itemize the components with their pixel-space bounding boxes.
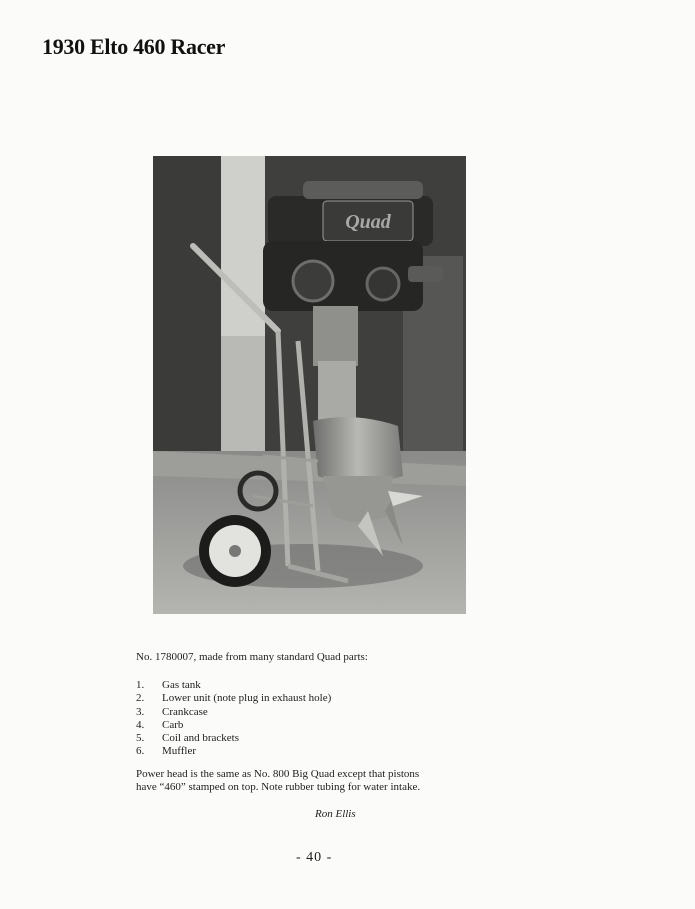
list-item-label: Muffler (162, 745, 197, 758)
list-item-number: 3. (136, 705, 145, 718)
list-item-label: Carb (162, 718, 184, 731)
parts-list (136, 679, 331, 759)
list-item-label: Coil and brackets (162, 732, 239, 745)
note-line-2: have “460” stamped on top. Note rubber tubing for water intake. (136, 781, 421, 794)
page-number: - 40 - (296, 850, 333, 865)
page-title: 1930 Elto 460 Racer (42, 34, 226, 59)
list-item-number: 6. (136, 745, 145, 758)
list-item (136, 692, 331, 705)
note-line-1: Power head is the same as No. 800 Big Quad except that pistons (136, 768, 420, 780)
list-item-label: Crankcase (162, 705, 208, 718)
engine-label: Quad (345, 211, 391, 233)
list-item-number: 2. (136, 692, 145, 705)
list-item-number: 4. (136, 718, 145, 731)
list-item (136, 732, 331, 745)
outboard-motor-photo (153, 156, 466, 614)
list-item (136, 679, 331, 692)
list-item-label: Gas tank (162, 679, 201, 691)
power-head-note (136, 768, 516, 795)
list-item-number: 1. (136, 679, 145, 691)
photo-caption: No. 1780007, made from many standard Quad parts: (136, 651, 368, 663)
list-item-number: 5. (136, 732, 145, 745)
list-item (136, 745, 331, 758)
list-item-label: Lower unit (note plug in exhaust hole) (162, 692, 332, 705)
list-item (136, 706, 331, 719)
list-item (136, 719, 331, 732)
author-credit: Ron Ellis (315, 808, 356, 820)
